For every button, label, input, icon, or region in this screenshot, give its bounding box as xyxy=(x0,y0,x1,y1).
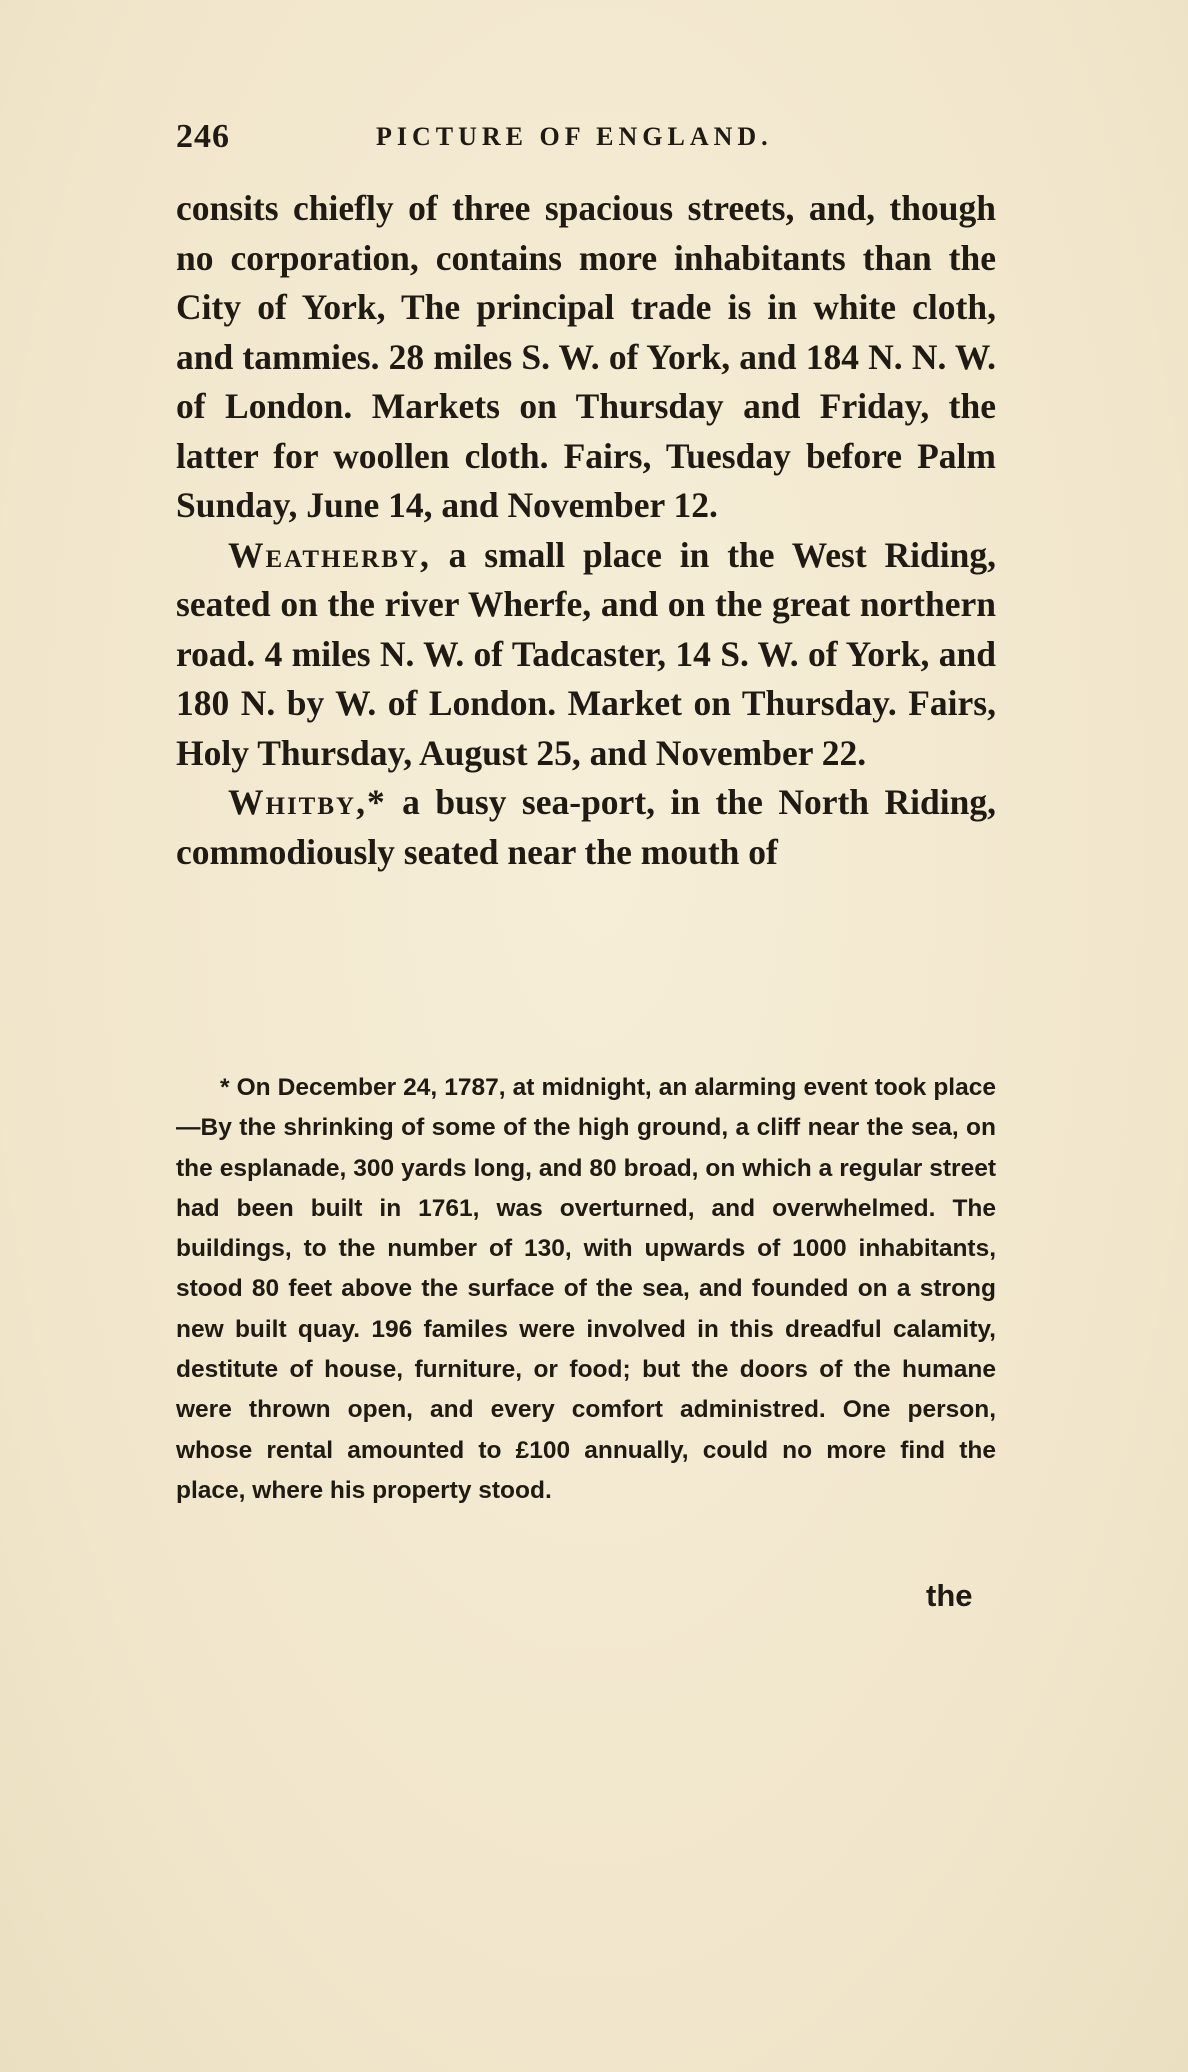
paragraph-1: consits chiefly of three spacious streets, and, though no corporation, contains more inhabitants than the City of York, The principal trade is in white cloth, and tammies. 28 miles S. W. of York, and 184 N. N. W. of London. Markets on Thursday and Friday, the latter for woollen cloth. Fairs, Tuesday before Palm Sunday, June 14, and November 12. xyxy=(176,188,996,525)
entry-text-whitby: a busy sea-port, in the North Riding, commodiously seated near the mouth of xyxy=(176,782,996,872)
entry-text-weatherby: a small place in the West Riding, seated on the river Wherfe, and on the great northern road. 4 miles N. W. of Tadcaster, 14 S. W. of York, and 180 N. by W. of London. Market on Thursday. Fairs, Holy Thursday, August 25, and November 22. xyxy=(176,534,996,773)
footnote xyxy=(176,1068,996,1511)
paragraph-weatherby xyxy=(176,531,996,779)
entry-heading-weatherby: Weatherby, xyxy=(228,534,431,575)
running-head: PICTURE OF ENGLAND. xyxy=(376,122,773,151)
entry-heading-whitby: Whitby,* xyxy=(228,782,387,822)
catchword: the xyxy=(926,1578,973,1613)
page-header xyxy=(176,118,1006,158)
body-text xyxy=(176,184,996,877)
page-number: 246 xyxy=(176,118,230,155)
footnote-text: * On December 24, 1787, at midnight, an alarming event took place—By the shrinking of some of the high ground, a cliff near the sea, on the esplanade, 300 yards long, and 80 broad, on which a regular street had been built in 1761, was overturned, and overwhelmed. The buildings, to the number of 130, with upwards of 1000 inhabitants, stood 80 feet above the surface of the sea, and founded on a strong new built quay. 196 familes were involved in this dreadful calamity, destitute of house, furniture, or food; but the doors of the humane were thrown open, and every comfort administred. One person, whose rental amounted to £100 annually, could no more find the place, where his property stood. xyxy=(176,1074,996,1504)
paragraph-whitby xyxy=(176,778,996,877)
